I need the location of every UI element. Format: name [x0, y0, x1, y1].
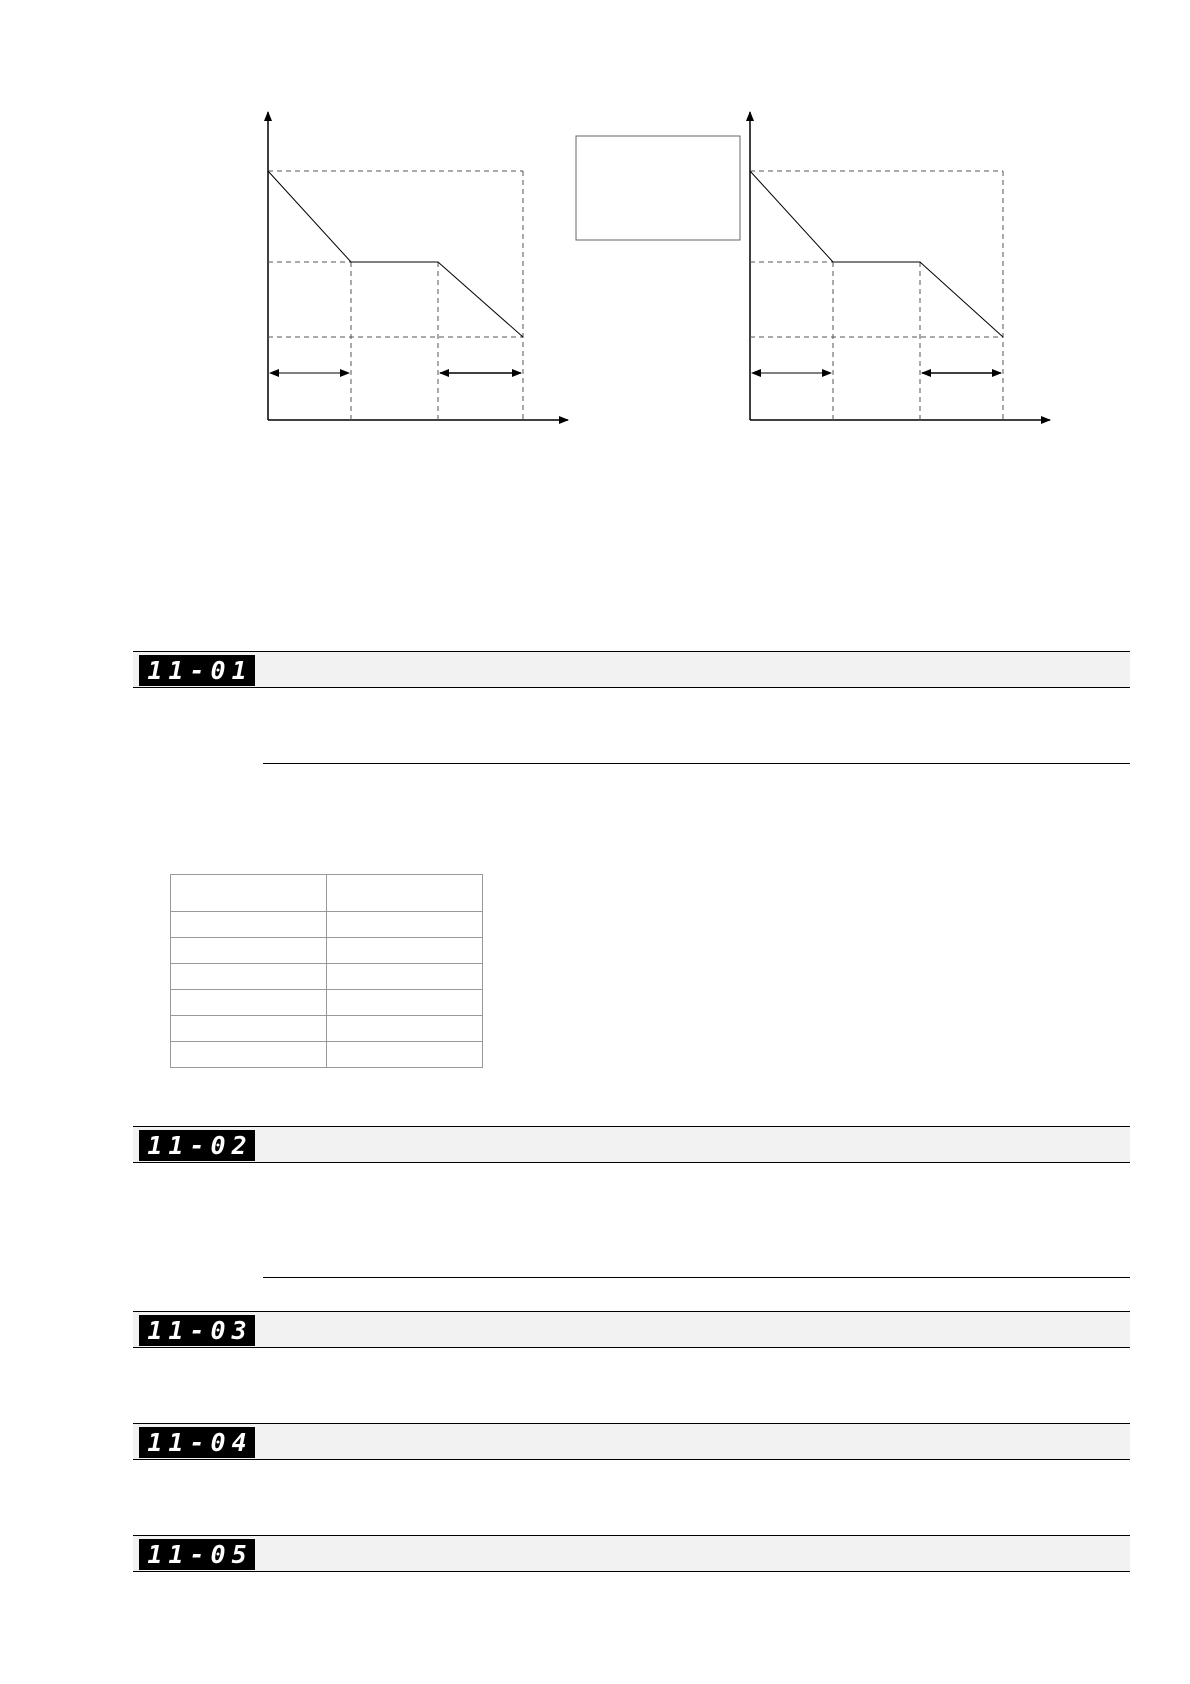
param-code-11-03: 11-03 [147, 1316, 253, 1345]
param-header-11-03 [133, 1311, 1130, 1348]
table-cell [171, 1042, 327, 1068]
table-row [171, 912, 483, 938]
table-row [171, 964, 483, 990]
middle-box [576, 136, 740, 240]
curve-diagram [0, 0, 1190, 440]
table-cell [327, 990, 483, 1016]
table-cell [171, 912, 327, 938]
left-guide-lines [268, 171, 523, 420]
param-header-11-05 [133, 1535, 1130, 1572]
param-code-11-05: 11-05 [147, 1540, 253, 1569]
table-cell [327, 1042, 483, 1068]
left-curve [268, 171, 523, 337]
table-row [171, 1042, 483, 1068]
table-cell [171, 938, 327, 964]
param-code-11-04: 11-04 [147, 1428, 253, 1457]
table-cell [327, 875, 483, 912]
table-cell [171, 1016, 327, 1042]
param-header-11-02 [133, 1126, 1130, 1163]
table-cell [327, 912, 483, 938]
left-plot [268, 112, 568, 420]
section-divider [263, 763, 1130, 764]
table-row [171, 1016, 483, 1042]
table-cell [171, 964, 327, 990]
param-code-display [139, 1315, 255, 1346]
table-cell [327, 1016, 483, 1042]
table-row [171, 990, 483, 1016]
table-row [171, 938, 483, 964]
table-cell [171, 990, 327, 1016]
table-cell [171, 875, 327, 912]
table-cell [327, 964, 483, 990]
param-header-11-04 [133, 1423, 1130, 1460]
table-row [171, 875, 483, 912]
param-code-display [139, 1427, 255, 1458]
param-code-display [139, 655, 255, 686]
settings-table [170, 874, 483, 1068]
right-guide-lines [750, 171, 1003, 420]
param-code-display [139, 1539, 255, 1570]
section-divider [263, 1277, 1130, 1278]
param-code-display [139, 1130, 255, 1161]
param-code-11-01: 11-01 [147, 656, 253, 685]
param-code-11-02: 11-02 [147, 1131, 253, 1160]
table-cell [327, 938, 483, 964]
param-header-11-01 [133, 651, 1130, 688]
right-plot [750, 112, 1050, 420]
right-curve [750, 171, 1003, 337]
